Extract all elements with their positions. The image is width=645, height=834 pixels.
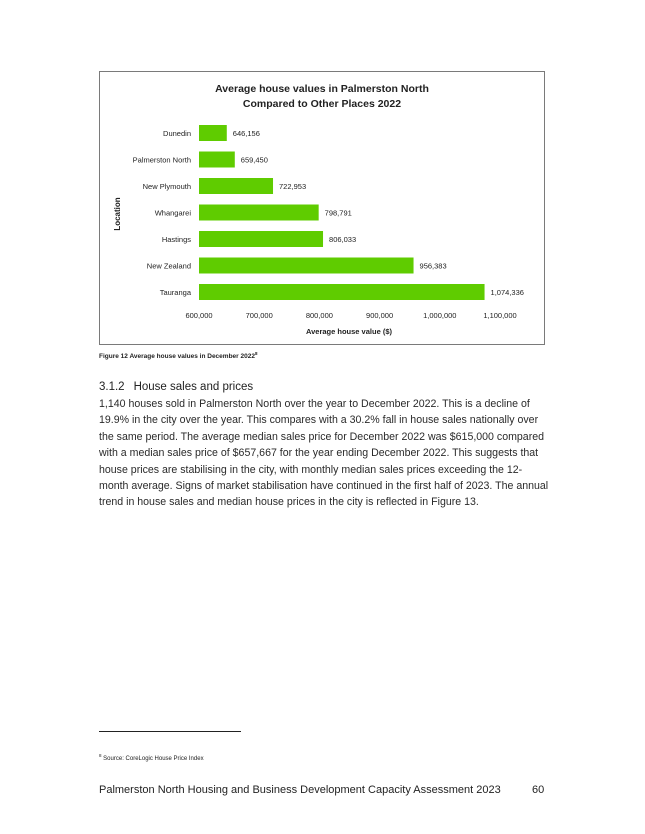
x-ticks-group — [185, 311, 516, 320]
x-tick-label: 700,000 — [245, 311, 273, 320]
section-title: House sales and prices — [133, 381, 254, 393]
bar-chart-svg — [100, 72, 546, 346]
category-label: New Zealand — [146, 261, 191, 271]
figure-caption — [99, 351, 257, 360]
bar-value-label: 646,156 — [232, 129, 260, 138]
category-label: Hastings — [161, 235, 191, 244]
bar-value-label: 1,074,336 — [490, 288, 524, 297]
footnote-ref: 8 — [99, 753, 102, 758]
bar-value-label: 722,953 — [279, 182, 307, 191]
bar — [199, 284, 485, 300]
house-value-chart — [99, 71, 545, 345]
footnote — [99, 753, 204, 762]
x-tick-label: 1,000,000 — [423, 311, 457, 320]
page-number: 60 — [532, 784, 545, 796]
category-label: Dunedin — [163, 129, 191, 138]
bar — [199, 205, 319, 221]
bar — [199, 258, 414, 274]
bars-group — [133, 125, 524, 300]
footer-title: Palmerston North Housing and Business Development Capacity Assessment 2023 — [99, 784, 501, 796]
footnote-text: Source: CoreLogic House Price Index — [101, 756, 204, 762]
x-tick-label: 800,000 — [305, 311, 333, 320]
x-tick-label: 600,000 — [185, 311, 213, 320]
bar-value-label: 798,791 — [324, 208, 352, 218]
bar — [199, 178, 273, 194]
bar — [199, 125, 227, 141]
footnote-divider — [99, 731, 241, 732]
bar-value-label: 956,383 — [419, 261, 447, 271]
category-label: New Plymouth — [142, 182, 191, 191]
x-tick-label: 1,100,000 — [483, 311, 517, 320]
category-label: Tauranga — [159, 288, 191, 297]
body-paragraph: 1,140 houses sold in Palmerston North over the year to December 2022. This is a decline of 19.9% in the city over the year. This compares with a 30.2% fall in house sales nationally over the same period. The average median sales price for December 2022 was $615,000 compared with a median sales price of $657,667 for the year ending December 2022. This suggests that house prices are stabilising in the city, with monthly median sales prices exceeding the 12-month average. Signs of market stabilisation have continued in the first half of 2023. The annual trend in house sales and median house prices in the city is reflected in Figure 13. — [99, 398, 549, 509]
y-axis-label: Location — [113, 197, 122, 231]
category-label: Palmerston North — [132, 155, 191, 165]
chart-title-line2: Compared to Other Places 2022 — [242, 98, 402, 110]
bar — [199, 231, 323, 247]
x-tick-label: 900,000 — [366, 311, 394, 320]
caption-text: Figure 12 Average house values in December 2022 — [99, 353, 255, 361]
section-heading — [99, 381, 253, 393]
x-axis-label: Average house value ($) — [305, 327, 393, 336]
chart-title-line1: Average house values in Palmerston North — [215, 83, 429, 95]
bar-value-label: 659,450 — [240, 155, 268, 165]
caption-footnote-ref: 8 — [254, 351, 258, 356]
bar-value-label: 806,033 — [329, 235, 357, 244]
section-number: 3.1.2 — [99, 381, 125, 393]
bar — [199, 152, 235, 168]
category-label: Whangarei — [154, 208, 191, 218]
